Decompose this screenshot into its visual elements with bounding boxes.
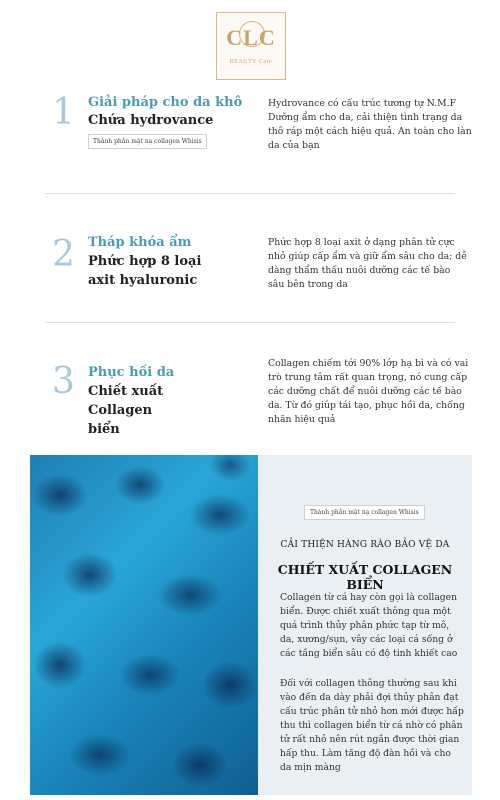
section-title: Tháp khóa ẩm	[88, 235, 192, 250]
panel-paragraph-1: Collagen từ cá hay còn gọi là collagen biển. Được chiết xuất thông qua một quá trình thủy phân phức tạp từ mô, da, xương/sụn, vây các loại cá sống ở các tầng biển sâu có độ tinh khiết cao	[280, 592, 458, 659]
panel-title: CHIẾT XUẤT COLLAGEN BIỂN	[277, 562, 453, 592]
divider	[45, 322, 455, 323]
section-title: Phục hồi da	[88, 365, 175, 380]
collagen-info-panel	[258, 455, 472, 795]
section-subtitle: Chiết xuất Collagen biển	[88, 384, 164, 437]
ingredient-tag: Thành phần mặt nạ collagen Whisis	[304, 505, 425, 520]
divider	[45, 193, 455, 194]
section-number: 1	[52, 92, 75, 133]
section-number: 3	[52, 361, 75, 402]
ingredient-tag: Thành phần mặt nạ collagen Whisis	[88, 134, 207, 149]
ocean-water-image	[30, 455, 258, 795]
section-subtitle: Phức hợp 8 loại axit hyaluronic	[88, 254, 202, 288]
brand-logo	[216, 12, 286, 80]
section-number: 2	[52, 234, 75, 275]
panel-paragraph-2: Đối với collagen thông thường sau khi vào đến da dày phải đợi thủy phân đạt cấu trúc phân tử nhỏ hơn mới được hấp thu thì collagen biển từ cá nhờ có phân tử rất nhỏ nên rút ngắn được thời gian hấp thu. Làm tăng độ đàn hồi và cho da mịn màng	[280, 678, 464, 773]
logo-subtitle: BEAUTY Care	[229, 59, 273, 65]
section-description: Phức hợp 8 loại axit ở dạng phân tử cực nhỏ giúp cấp ẩm và giữ ẩm sâu cho da; dễ dàng thẩm thấu nuôi dưỡng các tế bào sâu bên trong da	[268, 237, 467, 290]
panel-heading: CẢI THIỆN HÀNG RÀO BẢO VỆ DA	[280, 540, 450, 550]
section-description: Hydrovance có cấu trúc tương tự N.M.F Dưỡng ẩm cho da, cải thiện tình trạng da thô ráp một cách hiệu quả. An toàn cho làn da của bạn	[268, 98, 472, 151]
section-title: Giải pháp cho da khô	[88, 95, 243, 110]
section-description: Collagen chiếm tới 90% lớp hạ bì và có vai trò trung tâm rất quan trọng, nó cung cấp các dưỡng chất để nuôi dưỡng các tế bào da. Từ đó giúp tái tạo, phục hồi da, chống nhăn hiệu quả	[268, 358, 469, 425]
logo-mark: CLC	[226, 25, 276, 50]
section-subtitle: Chứa hydrovance	[88, 113, 214, 128]
